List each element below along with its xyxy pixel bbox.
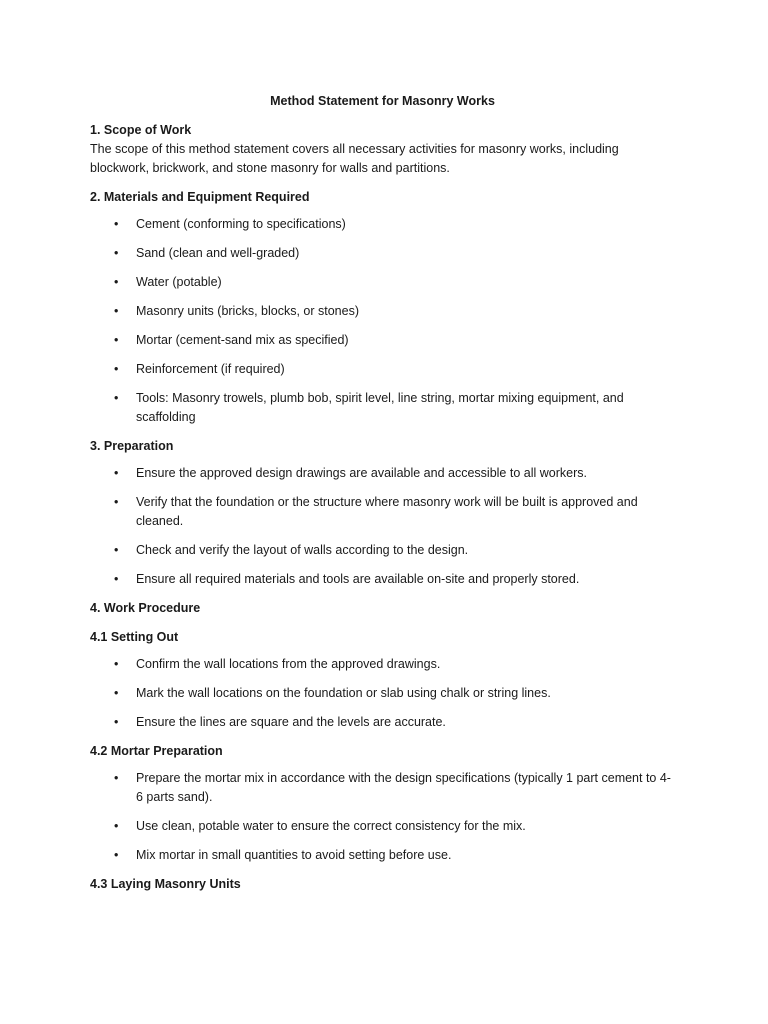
section-scope <box>90 121 675 178</box>
section-preparation <box>90 437 675 589</box>
document-body <box>90 92 675 904</box>
document-title: Method Statement for Masonry Works <box>270 94 495 108</box>
list-item-text: Ensure the lines are square and the levels are accurate. <box>136 715 446 729</box>
section-procedure <box>90 599 675 894</box>
paragraph: The scope of this method statement covers all necessary activities for masonry works, including blockwork, brickwork, and stone masonry for walls and partitions. <box>90 142 619 175</box>
section-heading: 2. Materials and Equipment Required <box>90 190 310 204</box>
bullet-list <box>90 655 675 732</box>
section-heading: 1. Scope of Work <box>90 123 192 137</box>
list-item-text: Water (potable) <box>136 275 222 289</box>
list-item-text: Mark the wall locations on the foundation or slab using chalk or string lines. <box>136 686 551 700</box>
list-item-text: Verify that the foundation or the structure where masonry work will be built is approved and cleaned. <box>136 495 638 528</box>
list-item-text: Check and verify the layout of walls according to the design. <box>136 543 469 557</box>
list-item <box>90 684 675 703</box>
bullet-icon: • <box>114 819 119 833</box>
bullet-icon: • <box>114 495 119 509</box>
bullet-icon: • <box>114 466 119 480</box>
bullet-icon: • <box>114 848 119 862</box>
list-item <box>90 360 675 379</box>
subsection-heading: 4.2 Mortar Preparation <box>90 744 223 758</box>
list-item-text: Sand (clean and well-graded) <box>136 246 300 260</box>
bullet-list <box>90 464 675 589</box>
list-item-text: Confirm the wall locations from the approved drawings. <box>136 657 441 671</box>
bullet-icon: • <box>114 333 119 347</box>
subsection-heading: 4.1 Setting Out <box>90 630 179 644</box>
bullet-icon: • <box>114 304 119 318</box>
list-item <box>90 541 675 560</box>
bullet-icon: • <box>114 246 119 260</box>
section-heading: 4. Work Procedure <box>90 601 201 615</box>
list-item <box>90 389 675 427</box>
list-item <box>90 570 675 589</box>
list-item <box>90 331 675 350</box>
list-item-text: Mix mortar in small quantities to avoid setting before use. <box>136 848 452 862</box>
list-item <box>90 302 675 321</box>
subsection-heading: 4.3 Laying Masonry Units <box>90 877 241 891</box>
bullet-icon: • <box>114 572 119 586</box>
list-item-text: Use clean, potable water to ensure the correct consistency for the mix. <box>136 819 526 833</box>
bullet-list <box>90 769 675 865</box>
list-item <box>90 713 675 732</box>
bullet-icon: • <box>114 362 119 376</box>
list-item-text: Mortar (cement-sand mix as specified) <box>136 333 349 347</box>
list-item-text: Tools: Masonry trowels, plumb bob, spirit level, line string, mortar mixing equipment, and scaffolding <box>136 391 624 424</box>
bullet-icon: • <box>114 771 119 785</box>
bullet-list <box>90 215 675 427</box>
bullet-icon: • <box>114 275 119 289</box>
list-item <box>90 493 675 531</box>
list-item <box>90 769 675 807</box>
bullet-icon: • <box>114 715 119 729</box>
bullet-icon: • <box>114 686 119 700</box>
list-item <box>90 244 675 263</box>
list-item <box>90 846 675 865</box>
bullet-icon: • <box>114 391 119 405</box>
list-item <box>90 464 675 483</box>
list-item-text: Masonry units (bricks, blocks, or stones) <box>136 304 359 318</box>
bullet-icon: • <box>114 657 119 671</box>
list-item <box>90 817 675 836</box>
list-item-text: Cement (conforming to specifications) <box>136 217 346 231</box>
section-heading: 3. Preparation <box>90 439 174 453</box>
list-item-text: Ensure the approved design drawings are available and accessible to all workers. <box>136 466 587 480</box>
list-item <box>90 215 675 234</box>
list-item-text: Ensure all required materials and tools are available on-site and properly stored. <box>136 572 580 586</box>
bullet-icon: • <box>114 217 119 231</box>
section-materials <box>90 188 675 427</box>
list-item-text: Prepare the mortar mix in accordance with the design specifications (typically 1 part cement to 4-6 parts sand). <box>136 771 671 804</box>
bullet-icon: • <box>114 543 119 557</box>
list-item <box>90 273 675 292</box>
list-item-text: Reinforcement (if required) <box>136 362 285 376</box>
list-item <box>90 655 675 674</box>
